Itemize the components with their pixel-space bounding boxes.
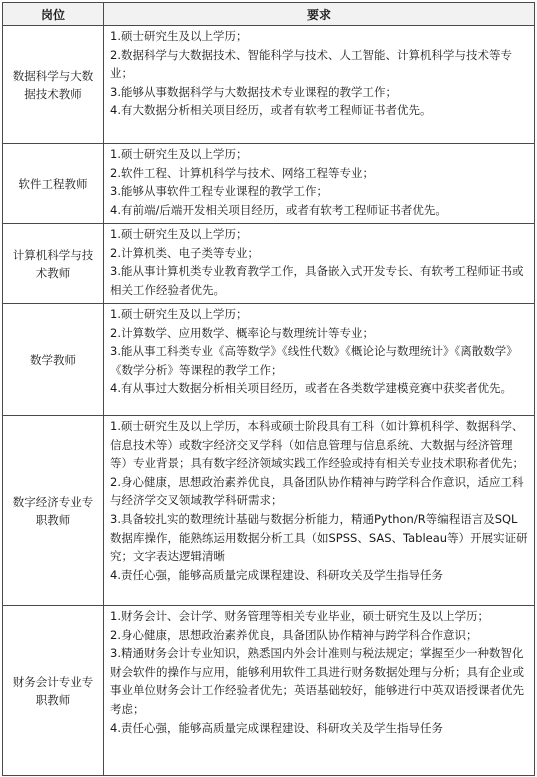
table-row <box>3 144 535 224</box>
requirement-line: 1.硕士研究生及以上学历； <box>110 147 248 161</box>
requirement-line: 2.身心健康，思想政治素养优良，具备团队协作精神与跨学科合作意识； <box>110 627 478 642</box>
requirement-line: 1.财务会计、会计学、财务管理等相关专业毕业，硕士研究生及以上学历； <box>110 609 489 623</box>
position-cell: 软件工程教师 <box>3 144 104 224</box>
requirement-line: 3.能从事计算机类专业教育教学工作，具备嵌入式开发专长、有软考工程师证书或相关工作经验者优先。 <box>110 264 524 297</box>
requirement-line: 1.硕士研究生及以上学历，本科或硕士阶段具有工科（如计算机科学、数据科学、信息技术等）或数字经济交叉学科（如信息管理与信息系统、大数据与经济管理等）专业背景；具有数字经济领域实践工作经验或持有相关专业技术职称者优先； <box>110 419 524 471</box>
header-position: 岗位 <box>3 3 104 26</box>
requirement-line: 3.能够从事软件工程专业课程的教学工作； <box>110 184 328 199</box>
position-cell: 数据科学与大数据技术教师 <box>3 26 104 144</box>
requirement-line: 4.有前端/后端开发相关项目经历，或者有软考工程师证书者优先。 <box>110 202 447 217</box>
requirement-line: 4.责任心强，能够高质量完成课程建设、科研攻关及学生指导任务 <box>110 567 443 582</box>
requirements-cell <box>104 26 535 144</box>
requirements-cell <box>104 144 535 224</box>
requirement-line: 2.计算机类、电子类等专业； <box>110 245 259 260</box>
requirement-line: 4.责任心强，能够高质量完成课程建设、科研攻关及学生指导任务 <box>110 720 443 735</box>
requirement-line: 2.计算数学、应用数学、概率论与数理统计等专业； <box>110 325 374 340</box>
requirement-line: 2.身心健康，思想政治素养优良，具备团队协作精神与跨学科合作意识，适应工科与经济学交叉领域教学科研需求； <box>110 474 524 508</box>
requirement-line: 3.能够从事数据科学与大数据技术专业课程的教学工作； <box>110 84 397 99</box>
table-row <box>3 606 535 776</box>
header-requirements: 要求 <box>104 3 535 26</box>
requirement-line: 3.能从事工科类专业《高等数学》《线性代数》《概论论与数理统计》《离散数学》《数学分析》等课程的教学工作； <box>110 344 518 377</box>
position-cell: 财务会计专业专职教师 <box>3 606 104 776</box>
requirement-line: 2.数据科学与大数据技术、智能科学与技术、人工智能、计算机科学与技术等专业； <box>110 47 512 81</box>
requirement-line: 3.具备较扎实的数理统计基础与数据分析能力，精通Python/R等编程语言及SQL数据库操作，能熟练运用数据分析工具（如SPSS、SAS、Tableau等）开展实证研究；文字表达逻辑清晰 <box>110 511 528 564</box>
requirement-line: 1.硕士研究生及以上学历； <box>110 29 248 43</box>
table-row <box>3 224 535 304</box>
table-header-row <box>3 3 535 26</box>
requirements-cell <box>104 416 535 606</box>
requirements-cell <box>104 304 535 416</box>
position-cell: 计算机科学与技术教师 <box>3 224 104 304</box>
requirement-line: 4.有从事过大数据分析相关项目经历，或者在各类数学建模竞赛中获奖者优先。 <box>110 381 512 396</box>
requirements-cell <box>104 606 535 776</box>
requirement-line: 1.硕士研究生及以上学历； <box>110 307 248 321</box>
position-cell: 数字经济专业专职教师 <box>3 416 104 606</box>
requirement-line: 3.精通财务会计专业知识，熟悉国内外会计准则与税法规定；掌握至少一种数智化财会软件的操作与应用，能够利用软件工具进行财务数据处理与分析；具有企业或事业单位财务会计工作经验者优先；英语基础较好，能够进行中英双语授课者优先考虑； <box>110 646 524 716</box>
requirements-table <box>2 2 535 776</box>
requirement-line: 4.有大数据分析相关项目经历，或者有软考工程师证书者优先。 <box>110 103 432 118</box>
table-row <box>3 416 535 606</box>
requirement-line: 2.软件工程、计算机科学与技术、网络工程等专业； <box>110 165 374 180</box>
table-row <box>3 26 535 144</box>
requirements-cell <box>104 224 535 304</box>
table-row <box>3 304 535 416</box>
requirement-line: 1.硕士研究生及以上学历； <box>110 227 248 241</box>
position-cell: 数学教师 <box>3 304 104 416</box>
